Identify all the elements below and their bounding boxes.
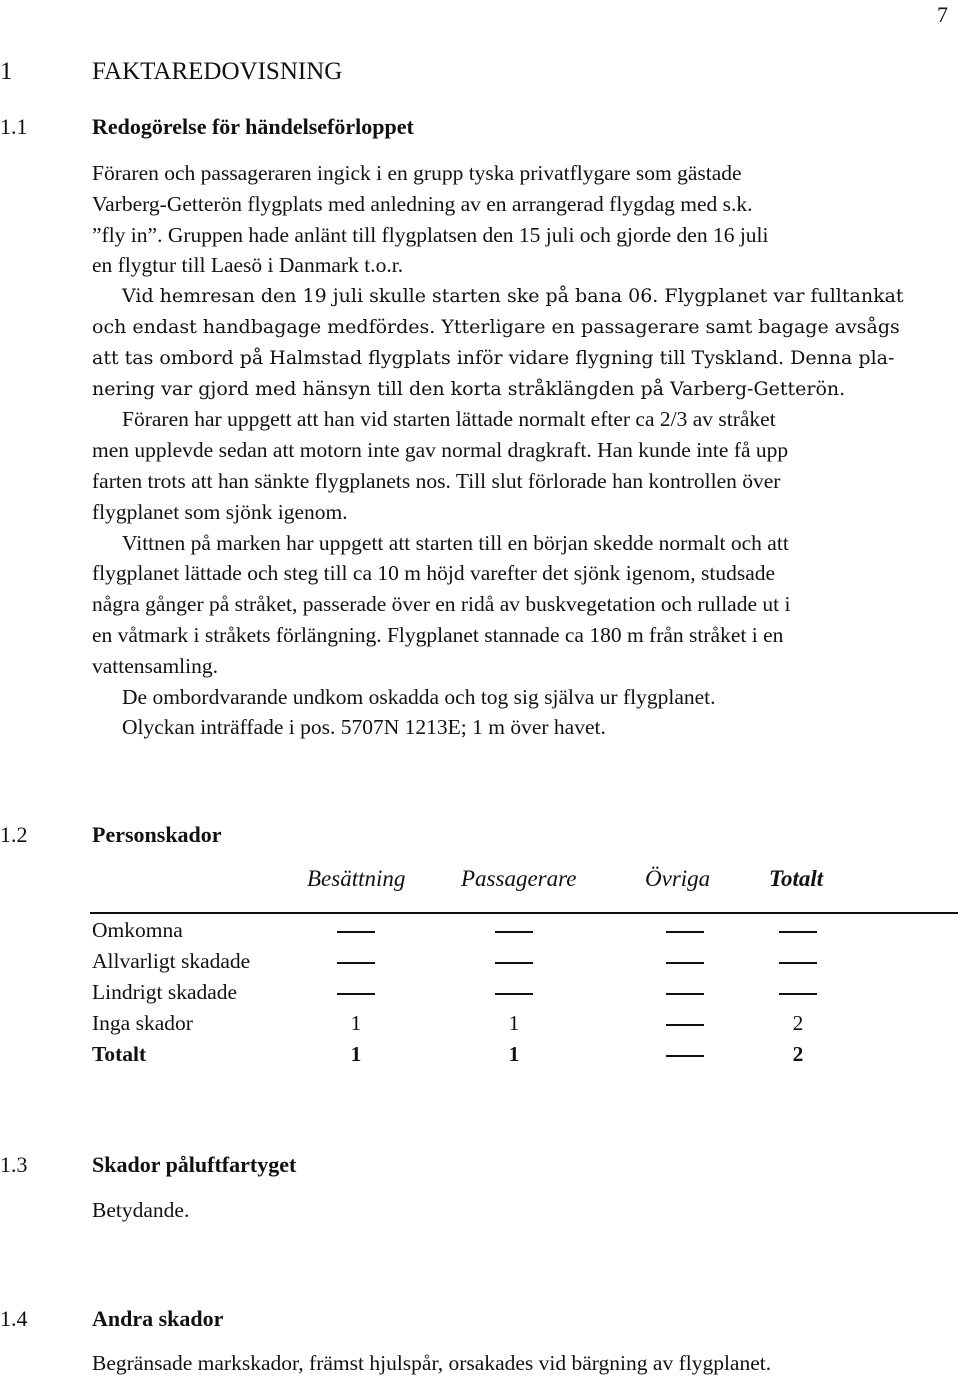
text-line: Föraren och passageraren ingick i en grupp tyska privatflygare som gästade xyxy=(92,161,742,185)
text-line: ”fly in”. Gruppen hade anlänt till flygplatsen den 15 juli och gjorde den 16 juli xyxy=(92,222,769,247)
chapter-heading xyxy=(0,58,342,86)
table-row xyxy=(0,949,960,980)
table-cell xyxy=(336,949,376,974)
text-line: Föraren har uppgett att han vid starten lättade normalt efter ca 2/3 av stråket xyxy=(122,407,776,432)
row-label: Allvarligt skadade xyxy=(92,949,251,973)
table-header-rule xyxy=(90,912,958,914)
text-line: Vittnen på marken har uppgett att starten till en början skedde normalt och att xyxy=(122,530,789,555)
table-cell xyxy=(778,918,818,943)
text-line: flygplanet som sjönk igenom. xyxy=(92,499,348,524)
table-cell xyxy=(665,1042,705,1067)
paragraph-4 xyxy=(92,528,954,682)
dash-mark xyxy=(666,931,704,933)
dash-mark xyxy=(666,993,704,995)
text-line: flygplanet lättade och steg till ca 10 m höjd varefter det sjönk igenom, studsade xyxy=(92,561,776,586)
section-title: Personskador xyxy=(92,822,222,847)
dash-mark xyxy=(337,993,375,995)
row-label: Inga skador xyxy=(92,1011,193,1035)
text-line: vattensamling. xyxy=(92,653,218,678)
table-row xyxy=(0,980,960,1011)
text-line: Varberg-Getterön flygplats med anledning av en arrangerad flygdag med s.k. xyxy=(92,191,753,216)
table-cell: 1 xyxy=(508,1042,520,1066)
table-row xyxy=(0,1011,960,1042)
row-label: Totalt xyxy=(92,1042,147,1066)
section-1-4-text: Begränsade markskador, främst hjulspår, orsakades vid bärgning av flygplanet. xyxy=(92,1351,772,1375)
table-cell: 1 xyxy=(350,1011,362,1035)
dash-mark xyxy=(495,993,533,995)
text-line: men upplevde sedan att motorn inte gav normal dragkraft. Han kunde inte få upp xyxy=(92,438,789,463)
section-title: Skador påluftfartyget xyxy=(92,1152,297,1177)
dash-mark xyxy=(779,993,817,995)
section-number: 1.1 xyxy=(0,114,28,139)
page-number: 7 xyxy=(937,2,948,27)
text-line: och endast handbagage medfördes. Ytterligare en passagerare samt bagage avsågs xyxy=(92,315,900,338)
chapter-title: FAKTAREDOVISNING xyxy=(92,58,343,85)
section-title: Andra skador xyxy=(92,1306,224,1331)
text-line: nering var gjord med hänsyn till den korta stråklängden på Varberg-Getterön. xyxy=(92,377,846,400)
table-row xyxy=(0,918,960,949)
paragraph-1 xyxy=(92,158,954,281)
table-cell xyxy=(665,1011,705,1036)
table-cell xyxy=(665,980,705,1005)
section-heading-1-2 xyxy=(0,822,222,848)
table-cell: 1 xyxy=(508,1011,520,1035)
table-cell xyxy=(494,949,534,974)
section-number: 1.2 xyxy=(0,822,28,847)
text-line: en våtmark i stråkets förlängning. Flygplanet stannade ca 180 m från stråket i en xyxy=(92,622,784,647)
table-cell xyxy=(665,918,705,943)
dash-mark xyxy=(337,931,375,933)
section-number: 1.3 xyxy=(0,1152,28,1177)
section-heading-1-1 xyxy=(0,114,414,140)
table-cell: 1 xyxy=(350,1042,362,1066)
table-cell xyxy=(665,949,705,974)
text-line: farten trots att han sänkte flygplanets nos. Till slut förlorade han kontrollen över xyxy=(92,468,781,493)
table-cell xyxy=(494,918,534,943)
text-line: en flygtur till Laesö i Danmark t.o.r. xyxy=(92,253,404,278)
text-line: Olyckan inträffade i pos. 5707N 1213E; 1 m över havet. xyxy=(122,715,606,740)
section-title: Redogörelse för händelseförloppet xyxy=(92,114,414,139)
chapter-number: 1 xyxy=(0,58,13,85)
dash-mark xyxy=(495,962,533,964)
table-cell xyxy=(336,918,376,943)
paragraph-2 xyxy=(92,281,954,404)
table-header-others: Övriga xyxy=(645,866,711,891)
dash-mark xyxy=(666,962,704,964)
dash-mark xyxy=(779,962,817,964)
section-number: 1.4 xyxy=(0,1306,28,1331)
section-heading-1-3 xyxy=(0,1152,296,1178)
dash-mark xyxy=(779,931,817,933)
table-header-passengers: Passagerare xyxy=(461,866,577,891)
table-cell: 2 xyxy=(792,1011,804,1035)
text-line: Vid hemresan den 19 juli skulle starten ske på bana 06. Flygplanet var fulltankat xyxy=(122,285,904,308)
table-header-total: Totalt xyxy=(769,866,824,891)
table-cell xyxy=(778,949,818,974)
dash-mark xyxy=(666,1055,704,1058)
table-cell xyxy=(336,980,376,1005)
row-label: Omkomna xyxy=(92,918,183,942)
paragraph-6 xyxy=(92,712,954,743)
text-line: De ombordvarande undkom oskadda och tog sig själva ur flygplanet. xyxy=(122,684,716,709)
text-line: några gånger på stråket, passerade över en ridå av buskvegetation och rullade ut i xyxy=(92,592,791,617)
paragraph-3 xyxy=(92,404,954,527)
table-header-crew: Besättning xyxy=(307,866,406,891)
table-cell xyxy=(778,980,818,1005)
table-cell xyxy=(494,980,534,1005)
section-heading-1-4 xyxy=(0,1306,223,1332)
text-line: att tas ombord på Halmstad flygplats inför vidare flygning till Tyskland. Denna pla- xyxy=(92,346,895,369)
dash-mark xyxy=(337,962,375,964)
table-row xyxy=(0,1042,960,1073)
dash-mark xyxy=(495,931,533,933)
section-1-1-body xyxy=(92,158,954,743)
section-1-3-text: Betydande. xyxy=(92,1198,190,1222)
row-label: Lindrigt skadade xyxy=(92,980,238,1004)
table-cell: 2 xyxy=(792,1042,804,1066)
dash-mark xyxy=(666,1024,704,1026)
paragraph-5 xyxy=(92,682,954,713)
